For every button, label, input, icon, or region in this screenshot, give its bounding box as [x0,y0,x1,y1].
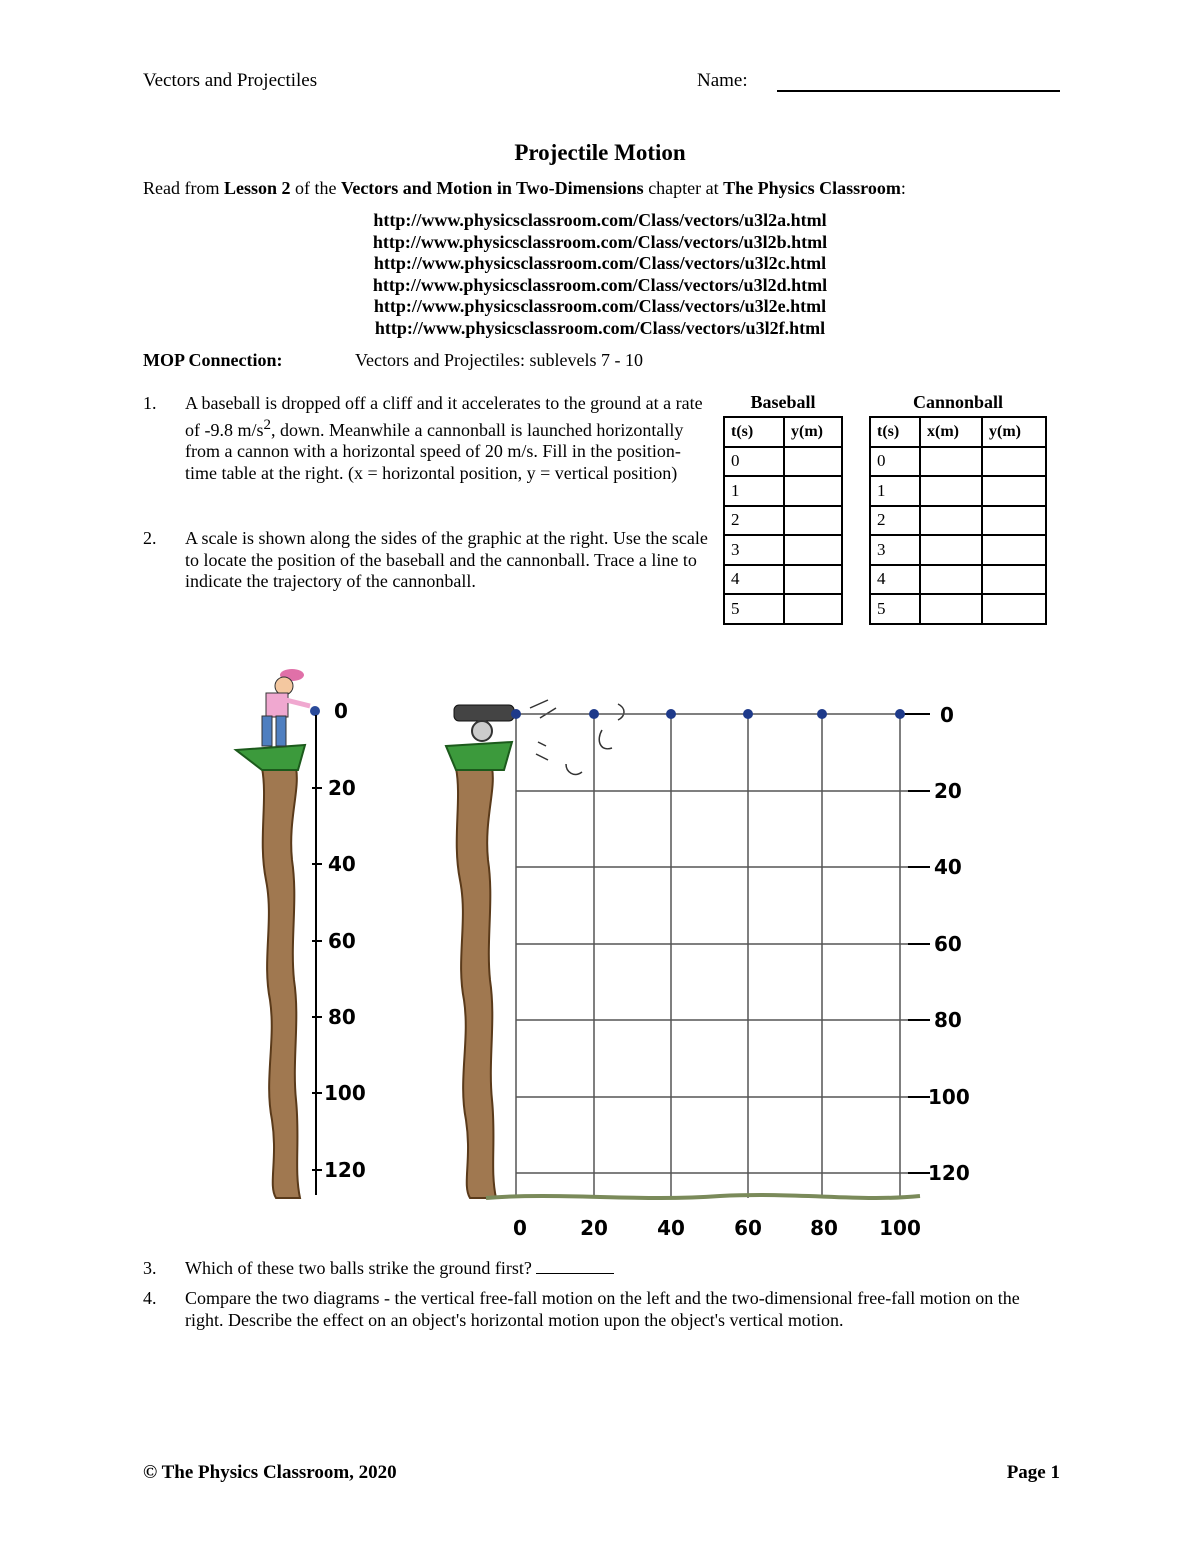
answer-cell[interactable] [982,565,1046,595]
x-label-60: 60 [734,1216,762,1240]
mop-value: Vectors and Projectiles: sublevels 7 - 10 [355,350,643,370]
table-header: t(s) [724,417,784,447]
x-label-20: 20 [580,1216,608,1240]
person-icon [262,669,310,746]
right-y-label-80: 80 [934,1008,962,1032]
name-blank-line[interactable] [777,90,1060,92]
right-cliff-illustration [446,742,512,1198]
cannonball-table-title: Cannonball [912,392,1004,412]
answer-cell[interactable] [982,447,1046,477]
x-label-40: 40 [657,1216,685,1240]
motion-lines [530,700,624,774]
table-header: t(s) [870,417,920,447]
url-link[interactable]: http://www.physicsclassroom.com/Class/vectors/u3l2a.html [373,210,827,230]
name-label: Name: [697,70,748,91]
answer-cell[interactable] [784,535,842,565]
footer-copyright: © The Physics Classroom, 2020 [143,1462,397,1483]
answer-cell[interactable] [982,476,1046,506]
time-cell: 5 [724,594,784,624]
left-y-label-80: 80 [328,1005,356,1029]
cannon-icon [454,705,514,741]
time-cell: 4 [870,565,920,595]
time-cell: 4 [724,565,784,595]
left-y-label-100: 100 [324,1081,366,1105]
q4-number: 4. [143,1288,157,1308]
page-title: Projectile Motion [514,140,686,165]
right-y-label-100: 100 [928,1085,970,1109]
answer-cell[interactable] [784,594,842,624]
answer-cell[interactable] [982,594,1046,624]
time-cell: 2 [724,506,784,536]
answer-cell[interactable] [920,535,982,565]
baseball-table [723,416,843,625]
answer-cell[interactable] [784,476,842,506]
time-cell: 0 [870,447,920,477]
footer-page: Page 1 [1006,1462,1060,1483]
answer-cell[interactable] [982,506,1046,536]
x-label-0: 0 [513,1216,527,1240]
ground-line [486,1195,920,1198]
url-link[interactable]: http://www.physicsclassroom.com/Class/vectors/u3l2c.html [373,253,827,274]
q3-number: 3. [143,1258,157,1278]
x-label-100: 100 [879,1216,921,1240]
left-y-label-40: 40 [328,852,356,876]
right-y-label-20: 20 [934,779,962,803]
table-header: x(m) [920,417,982,447]
url-link[interactable]: http://www.physicsclassroom.com/Class/vectors/u3l2e.html [373,296,827,317]
time-cell: 5 [870,594,920,624]
answer-cell[interactable] [982,535,1046,565]
intro-line: Read from Lesson 2 of the Vectors and Motion in Two-Dimensions chapter at The Physics Classroom: [143,178,906,198]
answer-cell[interactable] [920,506,982,536]
q2-number: 2. [143,528,157,548]
time-cell: 2 [870,506,920,536]
left-y-label-60: 60 [328,929,356,953]
table-header: y(m) [784,417,842,447]
q3-answer-blank[interactable] [536,1259,614,1274]
left-y-label-120: 120 [324,1158,366,1182]
url-link[interactable]: http://www.physicsclassroom.com/Class/vectors/u3l2d.html [372,274,828,295]
time-cell: 3 [870,535,920,565]
q2-text: A scale is shown along the sides of the graphic at the right. Use the scale to locate the position of the baseball and the cannonball. Trace a line to indicate the trajectory of the cannonball. [185,528,708,591]
table-header: y(m) [982,417,1046,447]
answer-cell[interactable] [784,506,842,536]
right-y-label-60: 60 [934,932,962,956]
cannonball-table [869,416,1047,625]
time-cell: 3 [724,535,784,565]
x-label-80: 80 [810,1216,838,1240]
answer-cell[interactable] [784,565,842,595]
grid-lines [516,714,908,1198]
x-scale-labels [513,1216,921,1240]
baseball-marker [310,706,320,716]
answer-cell[interactable] [920,447,982,477]
url-link[interactable]: http://www.physicsclassroom.com/Class/vectors/u3l2f.html [374,317,826,338]
q4-text: Compare the two diagrams - the vertical free-fall motion on the left and the two-dimensional free-fall motion on the right. Describe the effect on an object's horizontal motion upon the object's vertical motion. [185,1288,1020,1330]
left-y-label-0: 0 [334,699,348,723]
answer-cell[interactable] [920,476,982,506]
time-cell: 1 [724,476,784,506]
left-cliff-illustration [236,745,305,1198]
time-cell: 0 [724,447,784,477]
left-y-label-20: 20 [328,776,356,800]
projectile-diagram [0,655,1200,1245]
answer-cell[interactable] [920,565,982,595]
mop-label: MOP Connection: [143,350,283,370]
q3-text: Which of these two balls strike the ground first? [185,1258,1045,1280]
url-link[interactable]: http://www.physicsclassroom.com/Class/vectors/u3l2b.html [372,231,828,252]
right-y-label-120: 120 [928,1161,970,1185]
url-list [0,210,1200,340]
left-scale-labels [324,699,366,1182]
q1-number: 1. [143,393,157,413]
answer-cell[interactable] [784,447,842,477]
time-cell: 1 [870,476,920,506]
right-y-label-40: 40 [934,855,962,879]
right-y-label-0: 0 [940,703,954,727]
answer-cell[interactable] [920,594,982,624]
right-scale-labels [928,703,970,1185]
baseball-table-title: Baseball [750,392,816,412]
q1-text: A baseball is dropped off a cliff and it accelerates to the ground at a rate of -9.8 $m/s^2$, down. Meanwhile a cannonball is launched horizontally from a cannon with a horizontal speed of 20 m/s. Fill in the position-time table at the right. (x = horizontal position, y = vertical position) [185,393,703,483]
unit-title: Vectors and Projectiles [143,70,318,91]
